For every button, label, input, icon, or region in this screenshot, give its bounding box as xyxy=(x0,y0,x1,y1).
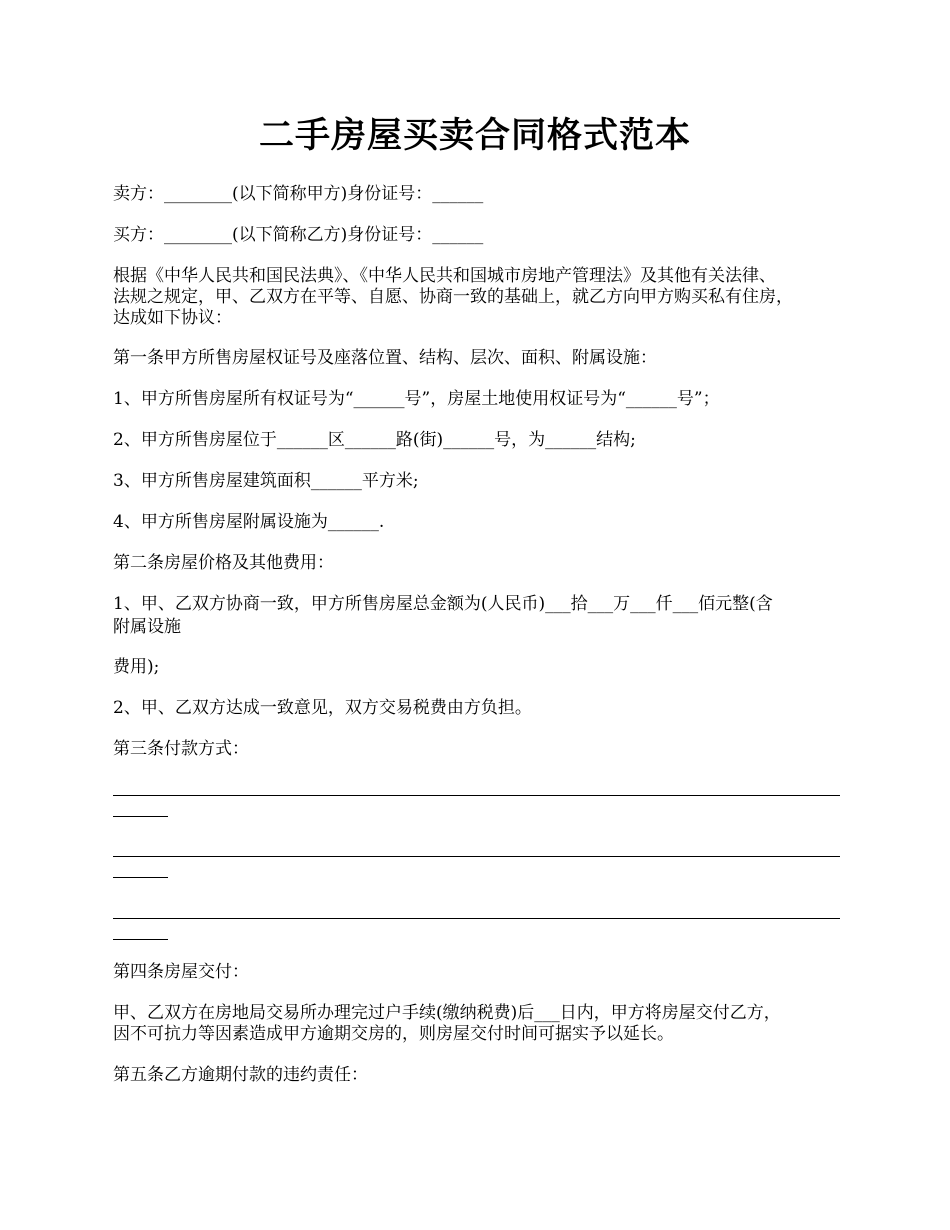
article-1-item-1: 1、甲方所售房屋所有权证号为“______号”，房屋土地使用权证号为“______号”； xyxy=(113,389,720,409)
preamble-line-2: 法规之规定，甲、乙双方在平等、自愿、协商一致的基础上，就乙方向甲方购买私有住房， xyxy=(113,287,793,307)
blank-line xyxy=(113,918,840,919)
article-4-heading: 第四条房屋交付： xyxy=(113,962,249,982)
blank-line xyxy=(113,795,840,796)
article-2-item-1-line-1: 1、甲、乙双方协商一致，甲方所售房屋总金额为(人民币)___拾___万___仟___佰元整(含 xyxy=(113,594,773,614)
blank-line-continuation xyxy=(113,877,168,878)
article-4-body-line-2: 因不可抗力等因素造成甲方逾期交房的，则房屋交付时间可据实予以延长。 xyxy=(113,1024,674,1044)
preamble-line-3: 达成如下协议： xyxy=(113,308,232,328)
article-5-heading: 第五条乙方逾期付款的违约责任： xyxy=(113,1065,368,1085)
article-1-item-4: 4、甲方所售房屋附属设施为______. xyxy=(113,512,385,532)
blank-line-continuation xyxy=(113,816,168,817)
blank-line xyxy=(113,856,840,857)
article-2-item-2: 2、甲、乙双方达成一致意见，双方交易税费由方负担。 xyxy=(113,698,532,718)
seller-line: 卖方：________(以下简称甲方)身份证号：______ xyxy=(113,184,484,204)
article-2-item-1-line-2: 附属设施 xyxy=(113,617,181,637)
article-1-item-3: 3、甲方所售房屋建筑面积______平方米; xyxy=(113,471,419,491)
blank-line-continuation xyxy=(113,939,168,940)
article-4-body-line-1: 甲、乙双方在房地局交易所办理完过户手续(缴纳税费)后___日内，甲方将房屋交付乙方， xyxy=(113,1003,781,1023)
article-2-heading: 第二条房屋价格及其他费用： xyxy=(113,553,334,573)
article-1-item-2: 2、甲方所售房屋位于______区______路(街)______号，为______结构; xyxy=(113,430,636,450)
document-title: 二手房屋买卖合同格式范本 xyxy=(258,115,691,156)
buyer-line: 买方：________(以下简称乙方)身份证号：______ xyxy=(113,225,484,245)
article-1-heading: 第一条甲方所售房屋权证号及座落位置、结构、层次、面积、附属设施： xyxy=(113,348,657,368)
article-2-item-1-line-3: 费用); xyxy=(113,657,160,677)
article-3-heading: 第三条付款方式： xyxy=(113,739,249,759)
preamble-line-1: 根据《中华人民共和国民法典》、《中华人民共和国城市房地产管理法》及其他有关法律、 xyxy=(113,266,776,286)
